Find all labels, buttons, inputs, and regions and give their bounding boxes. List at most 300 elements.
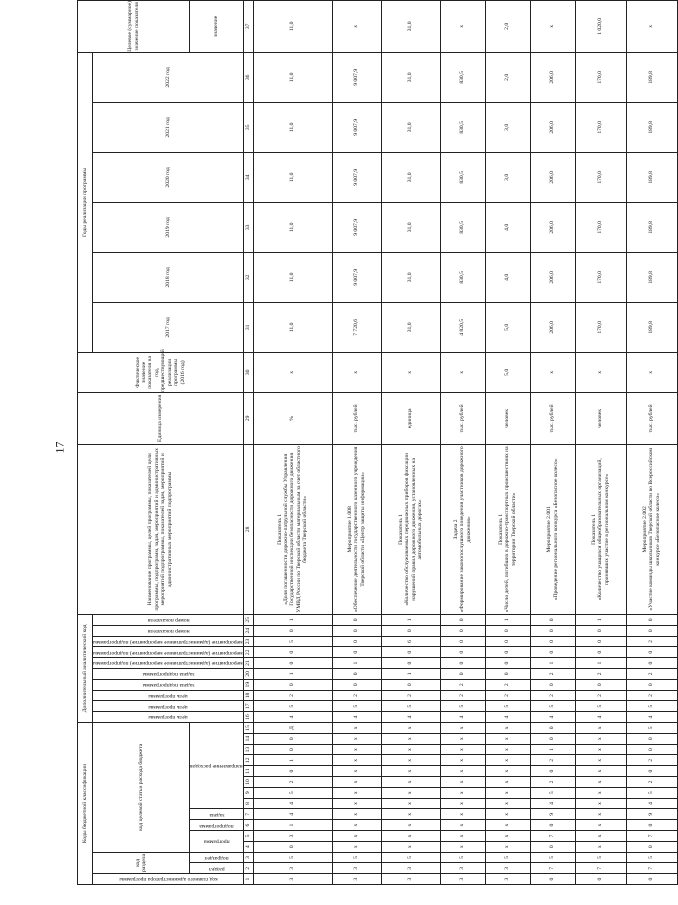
code-digit: 0 — [332, 679, 381, 690]
row-year-value: 830,5 — [440, 202, 485, 252]
code-digit: 0 — [626, 679, 677, 690]
row-year-value: 31,0 — [381, 252, 440, 302]
code-digit: 4 — [485, 712, 530, 723]
row-year-value: 189,8 — [626, 52, 677, 102]
header-section-group: код раздела — [93, 852, 190, 874]
code-digit: х — [575, 766, 626, 777]
row-year-value: 170,0 — [575, 252, 626, 302]
code-digit: х — [332, 831, 381, 842]
code-digit: 3 — [485, 874, 530, 885]
row-year-value: 189,8 — [626, 152, 677, 202]
code-digit: х — [485, 777, 530, 788]
code-digit: 1 — [575, 658, 626, 669]
code-digit: 0 — [626, 820, 677, 831]
row-year-value: 206,0 — [530, 202, 575, 252]
row-base-value: х — [253, 352, 332, 392]
row-unit: человек — [575, 392, 626, 444]
code-digit: 5 — [253, 852, 332, 863]
column-number: 9 — [243, 787, 253, 798]
code-digit: 5 — [253, 636, 332, 647]
code-digit: х — [485, 766, 530, 777]
code-digit: 4 — [381, 712, 440, 723]
code-digit: 5 — [381, 852, 440, 863]
row-year-value: 4,0 — [485, 202, 530, 252]
row-target-value: х — [626, 0, 677, 52]
column-number: 12 — [243, 755, 253, 766]
code-digit: 0 — [530, 636, 575, 647]
code-digit: х — [381, 755, 440, 766]
code-digit: 0 — [253, 679, 332, 690]
row-year-value: 11,0 — [253, 302, 332, 352]
row-year-value: 31,0 — [381, 52, 440, 102]
code-digit: 0 — [485, 636, 530, 647]
code-digit: х — [575, 798, 626, 809]
row-year-value: 31,0 — [381, 102, 440, 152]
code-digit: 2 — [381, 690, 440, 701]
column-number: 6 — [243, 820, 253, 831]
column-number: 2 — [243, 863, 253, 874]
code-digit: 3 — [253, 863, 332, 874]
row-year-value: 11,0 — [253, 102, 332, 152]
code-digit: х — [485, 798, 530, 809]
row-unit: тыс. рублей — [332, 392, 381, 444]
code-digit: 5 — [530, 852, 575, 863]
code-digit: 2 — [440, 679, 485, 690]
code-digit: х — [575, 744, 626, 755]
row-unit: человек — [485, 392, 530, 444]
header-subprogram: подпрограмма — [190, 820, 244, 831]
column-number: 29 — [243, 392, 253, 444]
landscape-page — [77, 1, 661, 885]
column-number: 20 — [243, 668, 253, 679]
column-number: 13 — [243, 744, 253, 755]
code-digit: 0 — [485, 647, 530, 658]
code-digit: 5 — [440, 701, 485, 712]
table-row — [530, 0, 575, 884]
code-digit: 0 — [253, 744, 332, 755]
code-digit: х — [575, 777, 626, 788]
row-base-value: х — [332, 352, 381, 392]
row-unit: тыс. рублей — [530, 392, 575, 444]
row-year-value: 206,0 — [530, 152, 575, 202]
code-digit: х — [440, 841, 485, 852]
code-digit: х — [575, 722, 626, 733]
code-digit: 2 — [530, 690, 575, 701]
row-year-value: 206,0 — [530, 302, 575, 352]
code-digit: 2 — [485, 679, 530, 690]
code-digit: 2 — [485, 690, 530, 701]
code-digit: 0 — [440, 625, 485, 636]
code-digit: х — [440, 787, 485, 798]
code-digit: 0 — [332, 636, 381, 647]
row-year-value: 830,5 — [440, 52, 485, 102]
row-name: Показатель 1 «Число детей, погибших в дорожно-транспортных происшествиях на территории Тверской области» — [485, 444, 530, 614]
code-digit: 0 — [626, 625, 677, 636]
column-number: 17 — [243, 701, 253, 712]
row-unit: % — [253, 392, 332, 444]
code-digit: х — [485, 820, 530, 831]
header-additional-sub-6: мероприятие (административное мероприятие) подпрограммы — [93, 647, 244, 658]
row-name: Показатель 1 «Доля погашенности дорожно-патрульной службы Управления Государственной инспекции безопасности дорожного движения УМВД России по Тверской области материальным за счет областного бюджета Тверской области» — [253, 444, 332, 614]
code-digit: х — [381, 841, 440, 852]
code-digit: 0 — [530, 647, 575, 658]
row-target-value: х — [440, 0, 485, 52]
table-row — [440, 0, 485, 884]
code-digit: 4 — [626, 712, 677, 723]
code-digit: 3 — [332, 874, 381, 885]
code-digit: 4 — [575, 712, 626, 723]
code-digit: 0 — [253, 766, 332, 777]
column-number: 5 — [243, 831, 253, 842]
code-digit: 0 — [440, 647, 485, 658]
row-year-value: 2,0 — [485, 52, 530, 102]
table-row — [575, 0, 626, 884]
code-digit: х — [381, 831, 440, 842]
code-digit: 0 — [626, 647, 677, 658]
code-digit: 0 — [253, 625, 332, 636]
row-base-value: х — [440, 352, 485, 392]
code-digit: х — [381, 722, 440, 733]
code-digit: 1 — [381, 614, 440, 625]
column-number: 22 — [243, 647, 253, 658]
code-digit: Д — [253, 722, 332, 733]
header-target-value: значение — [190, 0, 244, 52]
row-year-value: 11,0 — [253, 152, 332, 202]
code-digit: х — [332, 820, 381, 831]
code-digit: 9 — [626, 809, 677, 820]
code-digit: 1 — [253, 614, 332, 625]
code-digit: 0 — [530, 733, 575, 744]
header-additional-sub-5: мероприятие (административное мероприятие) подпрограммы — [93, 658, 244, 669]
code-digit: 6 — [381, 636, 440, 647]
row-base-value: х — [575, 352, 626, 392]
code-digit: 3 — [440, 863, 485, 874]
code-digit: 0 — [575, 874, 626, 885]
row-year-value: 4 820,5 — [440, 302, 485, 352]
table-row — [626, 0, 677, 884]
column-number: 1 — [243, 874, 253, 885]
code-digit: 4 — [530, 712, 575, 723]
code-digit: 2 — [575, 690, 626, 701]
row-year-value: 830,5 — [440, 252, 485, 302]
column-number: 36 — [243, 52, 253, 102]
code-digit: 0 — [440, 668, 485, 679]
code-digit: 0 — [626, 614, 677, 625]
code-digit: х — [332, 755, 381, 766]
code-digit: 0 — [626, 744, 677, 755]
code-digit: 1 — [253, 755, 332, 766]
header-section: раздел — [190, 863, 244, 874]
code-digit: х — [440, 777, 485, 788]
code-digit: 0 — [381, 625, 440, 636]
row-year-value: 830,5 — [440, 102, 485, 152]
code-digit: 0 — [381, 647, 440, 658]
code-digit: 3 — [381, 874, 440, 885]
header-additional-sub-9: номер показателя — [93, 614, 244, 625]
row-base-value: х — [626, 352, 677, 392]
code-digit: 5 — [253, 787, 332, 798]
code-digit: 0 — [440, 614, 485, 625]
row-unit: тыс. рублей — [626, 392, 677, 444]
code-digit: х — [485, 831, 530, 842]
code-digit: 0 — [575, 625, 626, 636]
header-program-name: Наименование программы, целей программы, показателей цели программы, подпрограмм, задач, мероприятий и административных мероприятий подпрограммы, показателей задач, мероприятий и административных мероприятий подпрограммы — [78, 444, 244, 614]
column-number: 24 — [243, 625, 253, 636]
code-digit: 3 — [485, 863, 530, 874]
code-digit: 5 — [253, 701, 332, 712]
code-digit: 2 — [626, 690, 677, 701]
code-digit: 2 — [253, 690, 332, 701]
header-additional-sub-4: задача подпрограммы — [93, 668, 244, 679]
row-year-value: 9 007,9 — [332, 252, 381, 302]
code-digit: х — [332, 733, 381, 744]
row-year-value: 11,0 — [253, 252, 332, 302]
row-year-value: 830,5 — [440, 152, 485, 202]
row-year-value: 189,8 — [626, 302, 677, 352]
code-digit: 5 — [575, 701, 626, 712]
column-number: 32 — [243, 252, 253, 302]
row-year-value: 9 007,9 — [332, 152, 381, 202]
row-year-value: 189,8 — [626, 202, 677, 252]
code-digit: 5 — [381, 701, 440, 712]
code-digit: 0 — [530, 614, 575, 625]
code-digit: 4 — [253, 809, 332, 820]
header-additional-sub-0: цель программы — [93, 712, 244, 723]
column-number: 8 — [243, 798, 253, 809]
header-task: задача — [190, 809, 244, 820]
code-digit: 5 — [485, 852, 530, 863]
column-number: 19 — [243, 679, 253, 690]
code-digit: 0 — [575, 636, 626, 647]
code-digit: 2 — [253, 777, 332, 788]
row-target-value: 2,0 — [485, 0, 530, 52]
header-year-6: 2022 год — [93, 52, 244, 102]
code-digit: х — [575, 733, 626, 744]
row-year-value: 189,8 — [626, 252, 677, 302]
column-number: 11 — [243, 766, 253, 777]
row-year-value: 170,0 — [575, 202, 626, 252]
column-number: 10 — [243, 777, 253, 788]
code-digit: 5 — [575, 852, 626, 863]
code-digit: х — [485, 722, 530, 733]
code-digit: х — [440, 820, 485, 831]
header-program-codes: Коды бюджетной классификации — [78, 722, 93, 884]
code-digit: 0 — [530, 841, 575, 852]
row-name: Мероприятие 2.002 «Участие команды школьников Тверской области во Всероссийском конкурсе «Безопасное колесо» — [626, 444, 677, 614]
row-target-value: 1 020,0 — [575, 0, 626, 52]
code-digit: 5 — [485, 701, 530, 712]
row-unit: тыс. рублей — [440, 392, 485, 444]
code-digit: 2 — [626, 777, 677, 788]
column-number: 23 — [243, 636, 253, 647]
code-digit: х — [485, 841, 530, 852]
row-year-value: 206,0 — [530, 52, 575, 102]
code-digit: 1 — [530, 658, 575, 669]
code-digit: 4 — [440, 712, 485, 723]
rotated-table-frame — [77, 1, 661, 885]
row-year-value: 31,0 — [381, 152, 440, 202]
code-digit: 0 — [332, 647, 381, 658]
column-number: 18 — [243, 690, 253, 701]
row-year-value: 11,0 — [253, 52, 332, 102]
code-digit: 1 — [381, 668, 440, 679]
row-unit: единица — [381, 392, 440, 444]
row-year-value: 5,0 — [485, 302, 530, 352]
column-number: 3 — [243, 852, 253, 863]
code-digit: 1 — [485, 614, 530, 625]
code-digit: 0 — [253, 658, 332, 669]
code-digit: 0 — [530, 625, 575, 636]
code-digit: 7 — [626, 863, 677, 874]
row-year-value: 189,8 — [626, 102, 677, 152]
column-number: 35 — [243, 102, 253, 152]
code-digit: 5 — [626, 701, 677, 712]
row-year-value: 3,0 — [485, 102, 530, 152]
row-year-value: 9 007,9 — [332, 52, 381, 102]
column-number: 21 — [243, 658, 253, 669]
code-digit: х — [440, 809, 485, 820]
code-digit: 5 — [626, 852, 677, 863]
code-digit: 3 — [253, 874, 332, 885]
header-activity-direction: направление расходов — [190, 722, 244, 808]
code-digit: 0 — [440, 658, 485, 669]
table-row — [485, 0, 530, 884]
code-digit: 3 — [332, 863, 381, 874]
code-digit: х — [485, 733, 530, 744]
code-digit: х — [332, 787, 381, 798]
row-year-value: 206,0 — [530, 252, 575, 302]
code-digit: 0 — [530, 874, 575, 885]
header-years-group: Годы реализации программы — [78, 52, 93, 352]
header-additional-sub-8: номер показателя — [93, 625, 244, 636]
header-year-1: 2017 год — [93, 302, 244, 352]
code-digit: х — [575, 809, 626, 820]
column-number: 28 — [243, 444, 253, 614]
code-digit: 0 — [253, 647, 332, 658]
table-row — [332, 0, 381, 884]
code-digit: х — [575, 831, 626, 842]
code-digit: 2 — [626, 755, 677, 766]
code-digit: 4 — [332, 712, 381, 723]
header-unit: Единица измерения — [78, 392, 244, 444]
header-program: программа — [190, 831, 244, 853]
row-name: Задача 2 «Формирование законопослушного поведения участников дорожного движения» — [440, 444, 485, 614]
code-digit: 0 — [332, 625, 381, 636]
column-number: 4 — [243, 841, 253, 852]
code-digit: 1 — [253, 820, 332, 831]
page-number: 17 — [52, 441, 67, 454]
code-digit: 2 — [626, 668, 677, 679]
code-digit: 5 — [332, 852, 381, 863]
column-number: 15 — [243, 722, 253, 733]
code-digit: х — [381, 820, 440, 831]
header-additional-sub-3: задача подпрограммы — [93, 679, 244, 690]
row-year-value: 4,0 — [485, 252, 530, 302]
code-digit: х — [485, 787, 530, 798]
row-year-value: 170,0 — [575, 302, 626, 352]
header-subsection: подраздел — [190, 852, 244, 863]
table-row — [253, 0, 332, 884]
code-digit: 5 — [626, 722, 677, 733]
code-digit: х — [575, 755, 626, 766]
code-digit: х — [440, 766, 485, 777]
column-number: 34 — [243, 152, 253, 202]
code-digit: 0 — [485, 625, 530, 636]
code-digit: 2 — [332, 690, 381, 701]
code-digit: 0 — [332, 614, 381, 625]
header-additional-sub-2: цель программы — [93, 690, 244, 701]
code-digit: 5 — [530, 787, 575, 798]
code-digit: х — [381, 733, 440, 744]
code-digit: 0 — [626, 841, 677, 852]
program-indicators-table — [77, 0, 678, 885]
code-digit: 5 — [626, 787, 677, 798]
code-digit: 0 — [530, 722, 575, 733]
code-digit: 0 — [485, 668, 530, 679]
code-digit: х — [440, 733, 485, 744]
code-digit: х — [381, 787, 440, 798]
row-year-value: 7 720,6 — [332, 302, 381, 352]
code-digit: 3 — [381, 863, 440, 874]
code-digit: 2 — [530, 755, 575, 766]
code-digit: х — [381, 798, 440, 809]
code-digit: х — [440, 798, 485, 809]
code-digit: 0 — [575, 679, 626, 690]
code-digit: 0 — [530, 766, 575, 777]
row-name: Мероприятие 1.008 «Обеспечение деятельности государственного казенного учреждения Тверской области «Центр защиты информации» — [332, 444, 381, 614]
code-digit: х — [440, 722, 485, 733]
code-digit: х — [485, 755, 530, 766]
row-name: Показатель 1 «Количество учащихся общеобразовательных организаций, принявших участие в региональном конкурсе» — [575, 444, 626, 614]
row-base-value: х — [530, 352, 575, 392]
code-digit: 3 — [253, 831, 332, 842]
code-digit: 0 — [381, 679, 440, 690]
code-digit: х — [332, 798, 381, 809]
header-target-codes: код целевой статьи расхода бюджета — [93, 722, 190, 852]
code-digit: 2 — [530, 668, 575, 679]
code-digit: х — [332, 777, 381, 788]
code-digit: 0 — [530, 679, 575, 690]
code-digit: х — [332, 841, 381, 852]
code-digit: х — [440, 755, 485, 766]
row-year-value: 206,0 — [530, 102, 575, 152]
code-digit: х — [575, 841, 626, 852]
row-target-value: 31,0 — [381, 0, 440, 52]
column-number: 31 — [243, 302, 253, 352]
code-digit: 0 — [253, 841, 332, 852]
code-digit: 1 — [332, 658, 381, 669]
column-number: 37 — [243, 0, 253, 52]
header-actual-value: Фактическое значение показателя на год, предшествующий реализации программы (2016 год) — [78, 352, 244, 392]
row-target-value: х — [332, 0, 381, 52]
column-number: 30 — [243, 352, 253, 392]
code-digit: 7 — [575, 863, 626, 874]
header-additional-sub-1: цель программы — [93, 701, 244, 712]
row-target-value: 11,0 — [253, 0, 332, 52]
header-target-group: Целевое (суммарное) значение показателя — [78, 0, 190, 52]
row-year-value: 11,0 — [253, 202, 332, 252]
code-digit: 7 — [626, 831, 677, 842]
column-number: 25 — [243, 614, 253, 625]
code-digit: 0 — [626, 733, 677, 744]
code-digit: х — [332, 722, 381, 733]
code-digit: 0 — [626, 658, 677, 669]
header-year-4: 2020 год — [93, 152, 244, 202]
code-digit: 5 — [530, 701, 575, 712]
header-additional-sub-7: мероприятие (административное мероприятие) подпрограммы — [93, 636, 244, 647]
code-digit: 2 — [575, 668, 626, 679]
code-digit: 5 — [440, 852, 485, 863]
